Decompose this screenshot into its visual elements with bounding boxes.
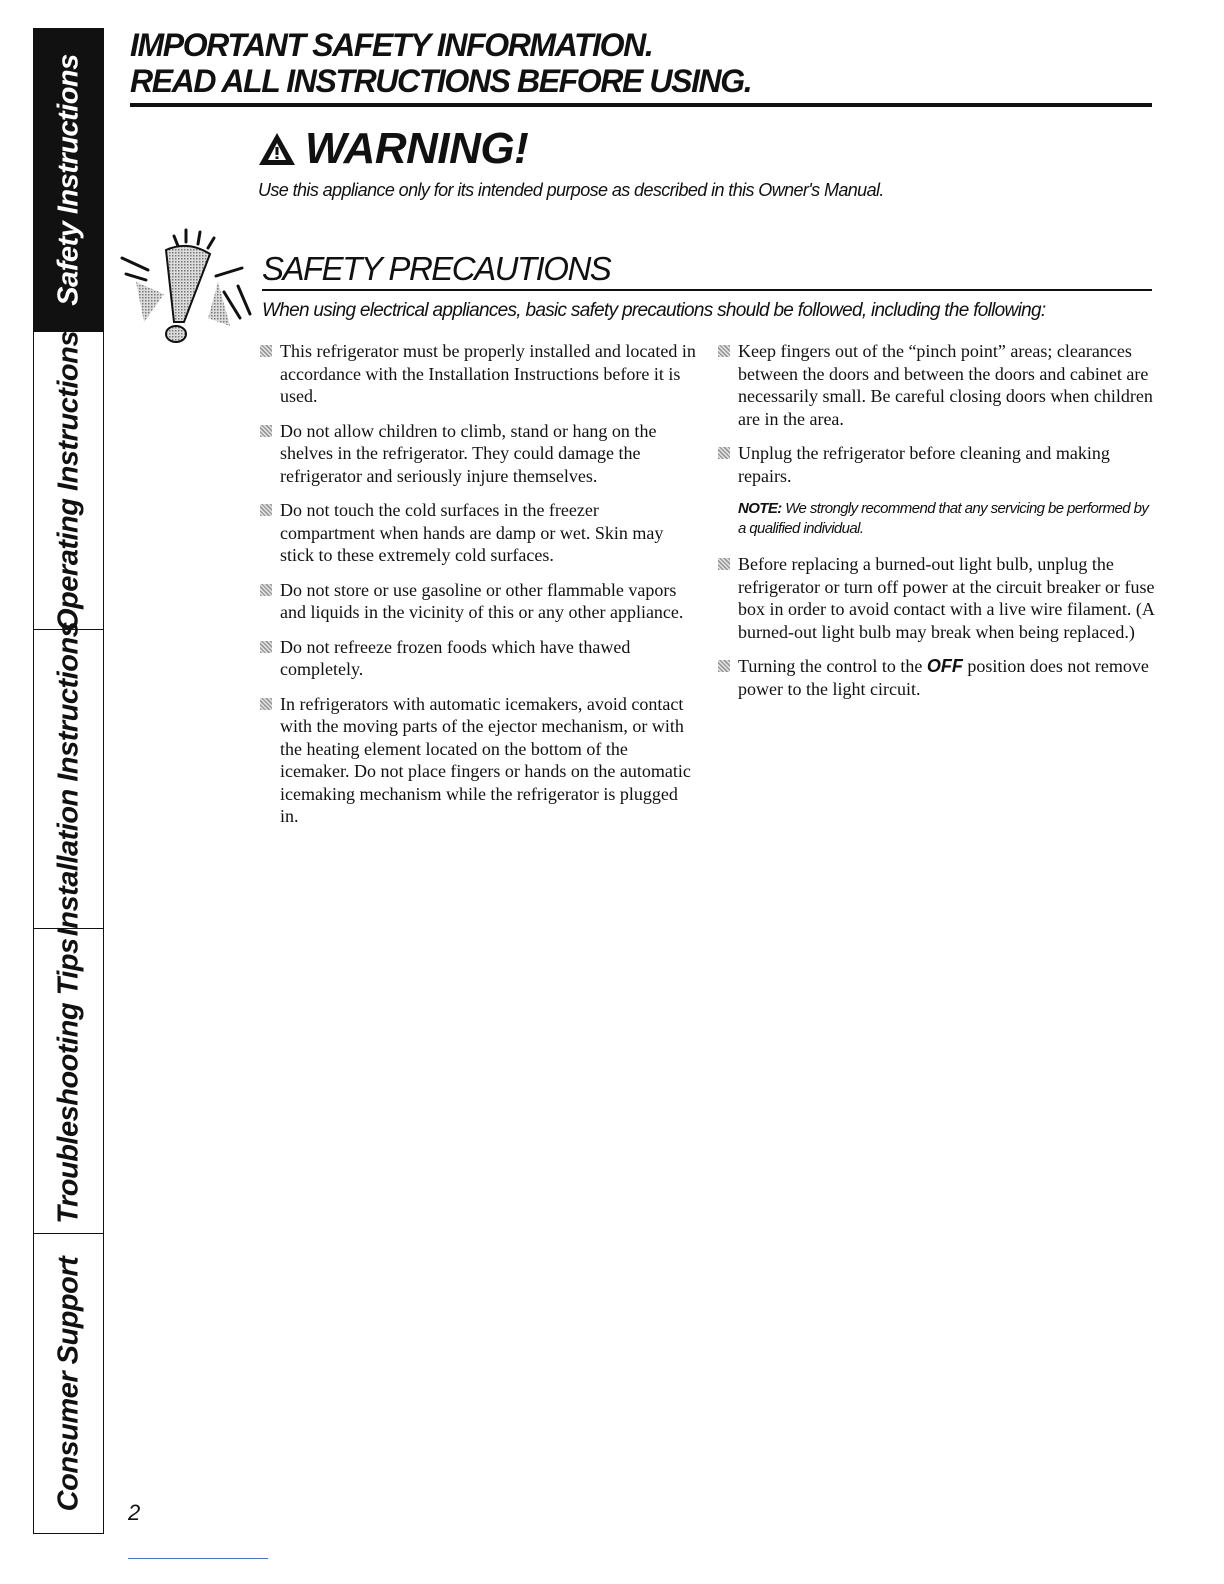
page-number: 2: [128, 1500, 141, 1525]
warning-heading: [257, 124, 528, 174]
bullet-icon: [260, 584, 272, 596]
tab-troubleshooting-label: Troubleshooting Tips: [52, 938, 84, 1224]
bullet-icon: [260, 504, 272, 516]
bullet-icon: [718, 345, 730, 357]
bullet-icon: [260, 698, 272, 710]
tab-consumer-support[interactable]: [34, 1234, 103, 1533]
header-line-2: READ ALL INSTRUCTIONS BEFORE USING.: [130, 63, 752, 99]
list-item: Before replacing a burned-out light bulb, unplug the refrigerator or turn off power at the circuit breaker or fuse box in order to avoid contact with a live wire filament. (A burned-out light bulb may break when being replaced.): [716, 553, 1156, 643]
bullet-icon: [260, 641, 272, 653]
list-item: Do not refreeze frozen foods which have thawed completely.: [258, 636, 698, 681]
side-tabs: [33, 28, 104, 1534]
header-line-1: IMPORTANT SAFETY INFORMATION.: [130, 27, 653, 63]
precautions-divider: [262, 289, 1152, 291]
exclamation-burst-icon: [118, 222, 258, 352]
safety-precautions-intro: When using electrical appliances, basic safety precautions should be followed, including the following:: [262, 300, 1046, 321]
bullet-icon: [260, 425, 272, 437]
bullet-icon: [718, 660, 730, 672]
tab-installation-instructions[interactable]: [34, 621, 103, 937]
warning-subtitle: Use this appliance only for its intended purpose as described in this Owner's Manual.: [258, 180, 884, 200]
list-item: Turning the control to the OFF position does not remove power to the light circuit.: [716, 655, 1156, 700]
list-item: Do not touch the cold surfaces in the freezer compartment when hands are damp or wet. Skin may stick to these extremely cold surfaces.: [258, 499, 698, 567]
servicing-note: [738, 499, 1156, 539]
tab-safety-label: Safety Instructions: [52, 54, 84, 306]
page-header: [130, 27, 1152, 107]
footer-rule: [128, 1558, 268, 1559]
safety-precautions-title: SAFETY PRECAUTIONS: [262, 250, 611, 287]
tab-operating-label: Operating Instructions: [52, 330, 84, 631]
tab-consumer-label: Consumer Support: [52, 1256, 84, 1511]
list-item: This refrigerator must be properly installed and located in accordance with the Installation Instructions before it is used.: [258, 340, 698, 408]
bullet-icon: [718, 447, 730, 459]
note-label: NOTE:: [738, 500, 782, 517]
precautions-left-column: [258, 340, 698, 840]
warning-triangle-icon: [257, 131, 297, 167]
warning-title: WARNING!: [305, 124, 529, 173]
list-item: In refrigerators with automatic icemakers, avoid contact with the moving parts of the ejector mechanism, or with the heating element located on the bottom of the icemaker. Do not place fingers or hands on the automatic icemaking mechanism while the refrigerator is plugged in.: [258, 693, 698, 828]
bullet-icon: [260, 345, 272, 357]
list-item: Unplug the refrigerator before cleaning and making repairs.: [716, 442, 1156, 487]
tab-installation-label: Installation Instructions: [52, 621, 84, 937]
bullet-icon: [718, 558, 730, 570]
precautions-right-column: [716, 340, 1156, 712]
tab-operating-instructions[interactable]: [34, 332, 103, 630]
list-item: Do not store or use gasoline or other flammable vapors and liquids in the vicinity of this or any other appliance.: [258, 579, 698, 624]
tab-safety-instructions[interactable]: [34, 29, 103, 332]
tab-troubleshooting-tips[interactable]: [34, 929, 103, 1234]
list-item: Do not allow children to climb, stand or hang on the shelves in the refrigerator. They could damage the refrigerator and seriously injure themselves.: [258, 420, 698, 488]
off-position-label: OFF: [926, 656, 963, 676]
note-text: We strongly recommend that any servicing be performed by a qualified individual.: [738, 500, 1149, 537]
list-item: Keep fingers out of the “pinch point” areas; clearances between the doors and between the doors and cabinet are necessarily small. Be careful closing doors when children are in the area.: [716, 340, 1156, 430]
